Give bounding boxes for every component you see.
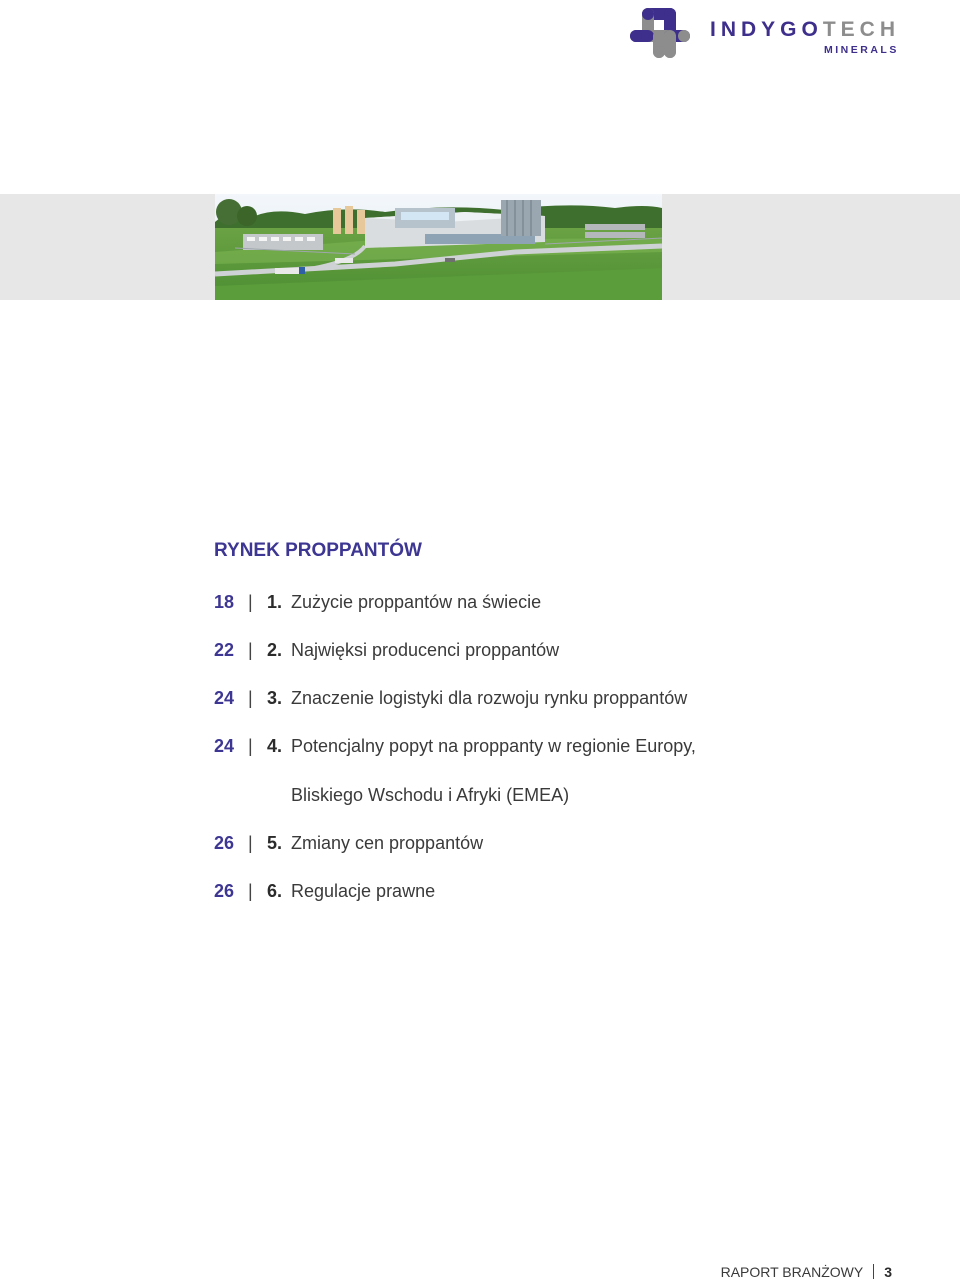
molecule-logo-icon xyxy=(626,2,706,60)
facility-aerial-photo xyxy=(215,194,662,300)
toc-item-text: Znaczenie logistyki dla rozwoju rynku proppantów xyxy=(291,688,688,708)
toc-item-text: Regulacje prawne xyxy=(291,881,436,901)
toc-separator: | xyxy=(248,592,253,612)
toc-item-text-continuation: Bliskiego Wschodu i Afryki (EMEA) xyxy=(291,785,570,805)
toc-item-number: 1. xyxy=(267,592,283,612)
logo-word-part2: TECH xyxy=(822,18,901,41)
section-title: RYNEK PROPPANTÓW xyxy=(214,540,422,561)
toc-item-number: 6. xyxy=(267,881,283,901)
toc-page-number: 18 xyxy=(214,592,235,612)
toc-separator: | xyxy=(248,640,253,660)
logo-word-part1: INDYGO xyxy=(710,18,823,41)
footer-divider xyxy=(873,1264,874,1279)
logo-subtitle: MINERALS xyxy=(824,44,899,56)
toc-item-text: Zmiany cen proppantów xyxy=(291,833,484,853)
toc-item-number: 5. xyxy=(267,833,283,853)
logo-wordmark xyxy=(710,18,900,42)
toc-page-number: 26 xyxy=(214,833,235,853)
footer-label: RAPORT BRANŻOWY xyxy=(720,1264,864,1280)
page-footer xyxy=(721,1264,892,1280)
brand-logo xyxy=(626,2,901,60)
toc-page-number: 26 xyxy=(214,881,235,901)
toc-item-text: Najwięksi producenci proppantów xyxy=(291,640,560,660)
toc-item-text: Zużycie proppantów na świecie xyxy=(291,592,542,612)
toc-page-number: 24 xyxy=(214,688,235,708)
toc-page-number: 22 xyxy=(214,640,235,660)
toc-separator: | xyxy=(248,833,253,853)
toc-item-number: 4. xyxy=(267,736,283,756)
toc-separator: | xyxy=(248,881,253,901)
toc-item-number: 3. xyxy=(267,688,283,708)
toc-separator: | xyxy=(248,736,253,756)
toc-item-number: 2. xyxy=(267,640,283,660)
toc-item-text: Potencjalny popyt na proppanty w regionie Europy, xyxy=(291,736,696,756)
footer-page-number: 3 xyxy=(884,1264,892,1280)
toc-separator: | xyxy=(248,688,253,708)
toc-page-number: 24 xyxy=(214,736,235,756)
